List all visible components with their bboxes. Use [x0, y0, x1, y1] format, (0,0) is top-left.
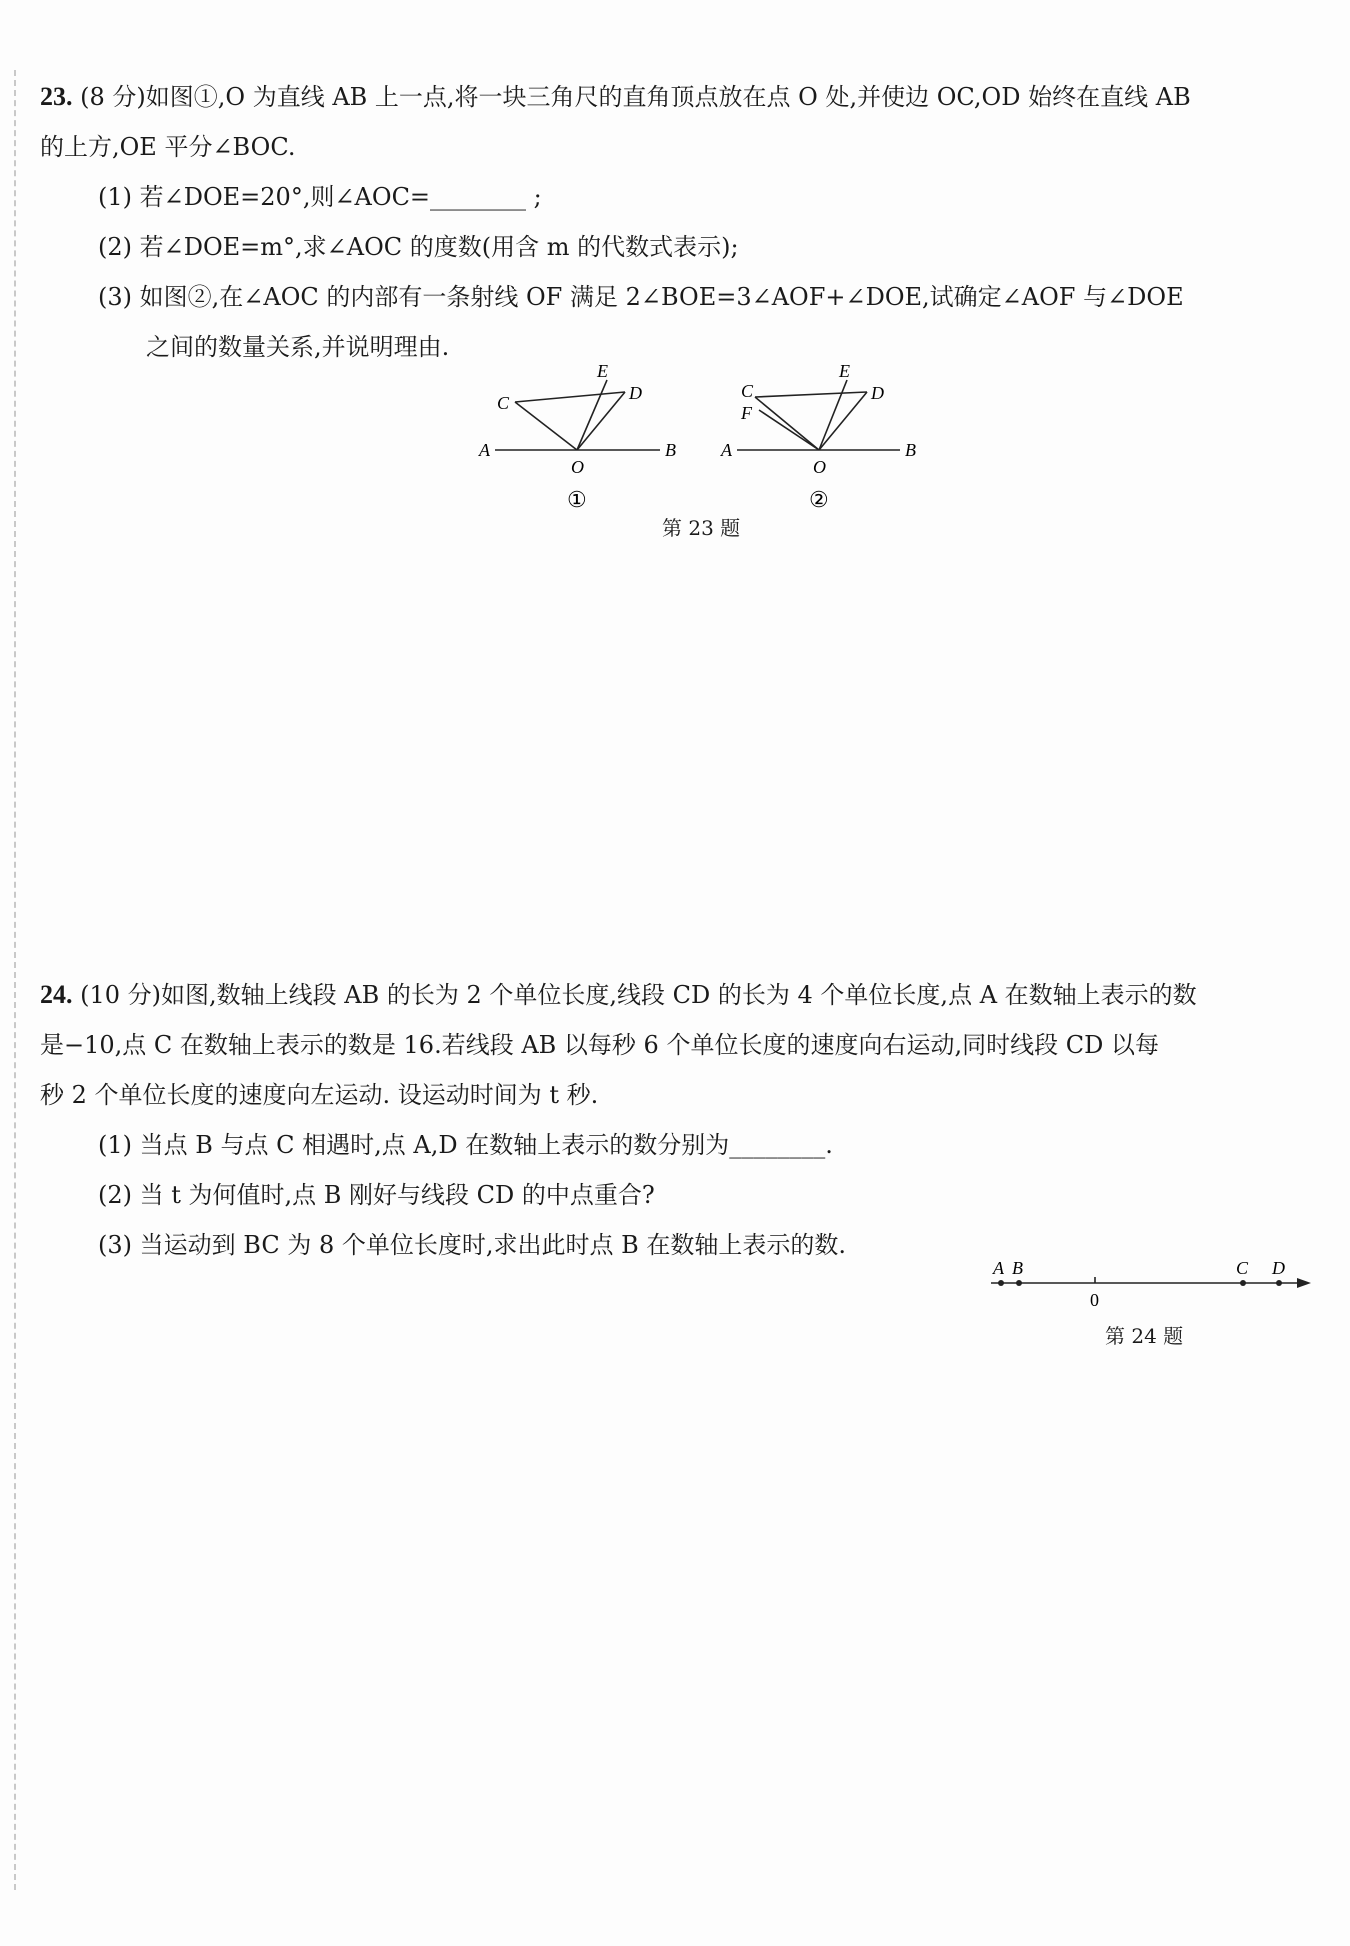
- p23-question-3-cont: 之间的数量关系,并说明理由.: [146, 333, 450, 361]
- p23-question-3: (3) 如图②,在∠AOC 的内部有一条射线 OF 满足 2∠BOE=3∠AOF+∠DOE,试确定∠AOF 与∠DOE: [98, 283, 1184, 311]
- fig1-label-c: C: [497, 393, 510, 413]
- fig2-label-o: O: [813, 457, 826, 477]
- fig1-label-b: B: [665, 440, 676, 460]
- point-d-dot: [1276, 1280, 1282, 1286]
- p24-figure-caption: 第 24 题: [1105, 1324, 1184, 1348]
- p23-question-2: (2) 若∠DOE=m°,求∠AOC 的度数(用含 m 的代数式表示);: [98, 233, 739, 261]
- axis-label-c: C: [1236, 1258, 1249, 1278]
- p24-stem-line-3: 秒 2 个单位长度的速度向左运动. 设运动时间为 t 秒.: [40, 1081, 599, 1109]
- fig1-ray-od: [577, 392, 625, 450]
- axis-label-zero: 0: [1090, 1290, 1099, 1310]
- fig2-label-f: F: [741, 403, 752, 423]
- point-b-dot: [1016, 1280, 1022, 1286]
- p24-stem-line-2: 是−10,点 C 在数轴上表示的数是 16.若线段 AB 以每秒 6 个单位长度的速度向右运动,同时线段 CD 以每: [40, 1031, 1159, 1059]
- fig2-segment-cd: [755, 392, 867, 397]
- fig1-label-e: E: [597, 361, 608, 381]
- fig2-label-b: B: [905, 440, 916, 460]
- fig2-ray-oc: [755, 397, 819, 450]
- p24-question-2: (2) 当 t 为何值时,点 B 刚好与线段 CD 的中点重合?: [98, 1181, 655, 1209]
- fig1-segment-cd: [515, 392, 625, 402]
- fig2-label-e: E: [839, 361, 850, 381]
- p23-figure-1: [475, 355, 695, 515]
- fig2-label-c: C: [741, 381, 754, 401]
- fig1-tag: ①: [567, 487, 587, 512]
- fig2-label-a: A: [721, 440, 732, 460]
- point-a-dot: [998, 1280, 1004, 1286]
- p24-stem-line-1: [40, 970, 1310, 1020]
- p24-stem-text-1: (10 分)如图,数轴上线段 AB 的长为 2 个单位长度,线段 CD 的长为 4 个单位长度,点 A 在数轴上表示的数: [80, 981, 1197, 1009]
- p24-number-line: [985, 1255, 1315, 1315]
- problem-23: [40, 72, 1310, 372]
- p23-stem-line-2: 的上方,OE 平分∠BOC.: [40, 133, 296, 161]
- fig2-ray-od: [819, 392, 867, 450]
- p23-stem-text-1: (8 分)如图①,O 为直线 AB 上一点,将一块三角尺的直角顶点放在点 O 处,并使边 OC,OD 始终在直线 AB: [80, 83, 1191, 111]
- p23-question-1: (1) 若∠DOE=20°,则∠AOC=________ ;: [98, 183, 542, 211]
- point-c-dot: [1240, 1280, 1246, 1286]
- fig2-tag: ②: [809, 487, 829, 512]
- p24-question-3: (3) 当运动到 BC 为 8 个单位长度时,求出此时点 B 在数轴上表示的数.: [98, 1231, 847, 1259]
- problem-24: [40, 970, 1310, 1270]
- p24-question-1: (1) 当点 B 与点 C 相遇时,点 A,D 在数轴上表示的数分别为________.: [98, 1131, 833, 1159]
- binding-margin-line: [14, 70, 16, 1890]
- fig1-label-d: D: [629, 383, 642, 403]
- fig1-label-a: A: [479, 440, 490, 460]
- axis-arrow: [1297, 1278, 1311, 1288]
- p23-stem-line-1: [40, 72, 1310, 122]
- p23-figure-2: [715, 355, 935, 515]
- fig1-ray-oe: [577, 380, 607, 450]
- p24-number: 24.: [40, 980, 73, 1009]
- fig2-label-d: D: [871, 383, 884, 403]
- p23-figure-caption: 第 23 题: [662, 516, 741, 540]
- axis-label-a: A: [993, 1258, 1004, 1278]
- fig1-label-o: O: [571, 457, 584, 477]
- fig1-ray-oc: [515, 402, 577, 450]
- p23-number: 23.: [40, 82, 73, 111]
- axis-label-b: B: [1012, 1258, 1023, 1278]
- fig2-ray-oe: [819, 380, 847, 450]
- axis-label-d: D: [1272, 1258, 1285, 1278]
- fig2-ray-of: [759, 410, 819, 450]
